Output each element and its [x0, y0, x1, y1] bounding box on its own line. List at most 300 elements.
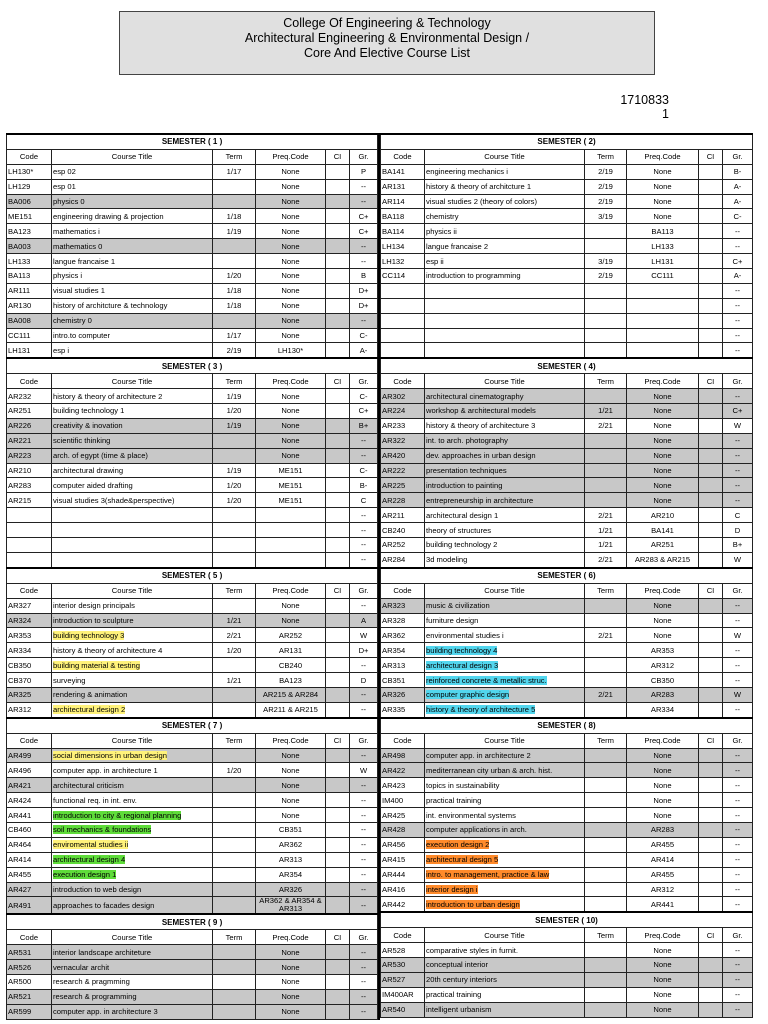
column-header-row — [7, 733, 378, 748]
column-header-ci: CI — [326, 733, 350, 748]
course-row — [7, 658, 378, 673]
column-header-code: Code — [7, 374, 52, 389]
course-ci — [326, 598, 350, 613]
column-header-row — [381, 583, 753, 598]
course-row — [381, 778, 753, 793]
course-ci — [326, 179, 350, 194]
course-grade: D — [350, 673, 378, 688]
title-line-3: Core And Elective Course List — [303, 46, 471, 60]
semester-title: SEMESTER ( 6) — [381, 568, 753, 583]
course-grade: -- — [723, 943, 753, 958]
course-ci — [326, 463, 350, 478]
course-ci — [699, 313, 723, 328]
course-ci — [699, 209, 723, 224]
course-ci — [326, 404, 350, 419]
course-prereq: AR414 — [627, 852, 699, 867]
course-prereq: None — [627, 778, 699, 793]
column-header-title: Course Title — [52, 733, 213, 748]
course-title: introduction to web design — [52, 882, 213, 897]
course-code: AR441 — [7, 808, 52, 823]
course-title: visual studies 1 — [52, 283, 213, 298]
course-term — [213, 822, 256, 837]
course-ci — [326, 867, 350, 882]
document-title-box — [119, 11, 655, 75]
course-grade: -- — [723, 328, 753, 343]
course-prereq: AR211 & AR215 — [256, 702, 326, 717]
course-prereq: None — [256, 269, 326, 284]
course-title: furniture design — [425, 613, 585, 628]
course-row — [7, 598, 378, 613]
course-code: AR540 — [381, 1002, 425, 1017]
course-ci — [326, 687, 350, 702]
course-prereq: None — [256, 960, 326, 975]
course-prereq — [256, 538, 326, 553]
course-grade: -- — [350, 658, 378, 673]
course-code: AR222 — [381, 463, 425, 478]
course-title — [52, 822, 213, 837]
course-term: 2/19 — [585, 164, 627, 179]
course-grade: -- — [723, 793, 753, 808]
course-ci — [326, 254, 350, 269]
course-title: history & theory of architecture 2 — [52, 389, 213, 404]
course-grade: -- — [350, 822, 378, 837]
course-prereq: None — [256, 974, 326, 989]
course-prereq: None — [256, 945, 326, 960]
course-prereq — [256, 508, 326, 523]
course-title: langue francaise 1 — [52, 254, 213, 269]
course-row — [381, 613, 753, 628]
course-term — [213, 179, 256, 194]
course-code: AR283 — [7, 478, 52, 493]
course-ci — [326, 328, 350, 343]
course-title-highlight: reinforced concrete & metallic struc. — [426, 675, 547, 685]
course-ci — [699, 298, 723, 313]
course-code: AR415 — [381, 852, 425, 867]
course-code: AR428 — [381, 822, 425, 837]
course-prereq: None — [627, 418, 699, 433]
course-term — [213, 945, 256, 960]
course-term — [213, 793, 256, 808]
course-term — [213, 702, 256, 717]
semester-header — [381, 912, 753, 927]
course-prereq: None — [256, 808, 326, 823]
course-title-highlight: execution design 2 — [426, 840, 490, 850]
course-grade: C+ — [723, 254, 753, 269]
course-grade: -- — [723, 224, 753, 239]
course-row — [381, 628, 753, 643]
column-header-code: Code — [7, 149, 52, 164]
course-grade: -- — [723, 852, 753, 867]
course-code: AR328 — [381, 613, 425, 628]
course-prereq: AR251 — [627, 538, 699, 553]
course-prereq: None — [256, 209, 326, 224]
course-grade: -- — [723, 433, 753, 448]
column-header-term: Term — [213, 733, 256, 748]
course-term — [585, 493, 627, 508]
course-row — [7, 418, 378, 433]
course-prereq: CC111 — [627, 269, 699, 284]
column-header-title: Course Title — [425, 733, 585, 748]
course-title: computer app. in architecture 2 — [425, 748, 585, 763]
course-grade: -- — [723, 987, 753, 1002]
course-term: 2/21 — [585, 552, 627, 567]
course-row — [7, 254, 378, 269]
course-code: AR416 — [381, 882, 425, 897]
course-ci — [326, 283, 350, 298]
column-header-term: Term — [585, 374, 627, 389]
course-ci — [699, 972, 723, 987]
course-grade: -- — [350, 523, 378, 538]
course-ci — [326, 613, 350, 628]
course-code: AR326 — [381, 687, 425, 702]
course-grade: -- — [350, 702, 378, 717]
course-term: 1/18 — [213, 283, 256, 298]
course-grade: -- — [723, 837, 753, 852]
course-row — [381, 882, 753, 897]
course-ci — [699, 224, 723, 239]
course-row — [381, 763, 753, 778]
course-grade: -- — [350, 793, 378, 808]
course-title: int. environmental systems — [425, 808, 585, 823]
course-row — [381, 209, 753, 224]
course-code: AR211 — [381, 508, 425, 523]
course-prereq: None — [627, 194, 699, 209]
course-ci — [326, 538, 350, 553]
course-code: AR327 — [7, 598, 52, 613]
course-row — [381, 748, 753, 763]
course-prereq: AR283 & AR215 — [627, 552, 699, 567]
course-prereq: LH131 — [627, 254, 699, 269]
course-ci — [326, 1004, 350, 1019]
course-title-highlight: social dimensions in urban design — [53, 750, 167, 760]
course-row — [7, 389, 378, 404]
course-term — [213, 748, 256, 763]
course-prereq: None — [627, 389, 699, 404]
course-prereq: None — [256, 763, 326, 778]
column-header-ci: CI — [699, 374, 723, 389]
course-grade: -- — [723, 763, 753, 778]
course-grade: A- — [723, 194, 753, 209]
course-prereq: None — [256, 179, 326, 194]
course-grade: -- — [350, 194, 378, 209]
course-code: AR421 — [7, 778, 52, 793]
course-row — [381, 328, 753, 343]
course-prereq: None — [256, 433, 326, 448]
course-row — [7, 1004, 378, 1019]
course-prereq: None — [256, 1004, 326, 1019]
course-term — [213, 313, 256, 328]
course-ci — [699, 793, 723, 808]
course-title: theory of structures — [425, 523, 585, 538]
course-code: AR302 — [381, 389, 425, 404]
course-ci — [326, 808, 350, 823]
course-grade: -- — [350, 448, 378, 463]
course-ci — [699, 194, 723, 209]
column-header-code: Code — [7, 583, 52, 598]
course-row — [7, 224, 378, 239]
column-header-title: Course Title — [425, 583, 585, 598]
semester-header — [7, 358, 378, 373]
course-code: AR599 — [7, 1004, 52, 1019]
course-code: LH130* — [7, 164, 52, 179]
course-title: mathematics i — [52, 224, 213, 239]
course-prereq: AR283 — [627, 822, 699, 837]
course-ci — [326, 224, 350, 239]
course-grade: -- — [350, 974, 378, 989]
course-ci — [326, 763, 350, 778]
course-code: CB351 — [381, 673, 425, 688]
course-ci — [326, 989, 350, 1004]
column-header-row — [7, 583, 378, 598]
course-term — [213, 239, 256, 254]
column-header-ci: CI — [326, 583, 350, 598]
column-header-grade: Gr. — [350, 930, 378, 945]
course-term — [585, 852, 627, 867]
course-code: AR455 — [7, 867, 52, 882]
course-code: LH134 — [381, 239, 425, 254]
course-grade: B- — [723, 164, 753, 179]
course-term: 1/18 — [213, 298, 256, 313]
course-row — [381, 808, 753, 823]
column-header-grade: Gr. — [723, 374, 753, 389]
course-grade: -- — [350, 882, 378, 897]
course-term — [213, 254, 256, 269]
course-term: 1/20 — [213, 643, 256, 658]
course-ci — [699, 943, 723, 958]
course-grade: C+ — [723, 404, 753, 419]
course-ci — [326, 974, 350, 989]
course-row — [7, 822, 378, 837]
course-term — [213, 433, 256, 448]
column-header-grade: Gr. — [723, 733, 753, 748]
course-row — [7, 793, 378, 808]
course-ci — [326, 389, 350, 404]
course-title: history of architcture & technology — [52, 298, 213, 313]
course-prereq — [627, 313, 699, 328]
course-term — [213, 960, 256, 975]
course-title — [425, 283, 585, 298]
course-grade: A- — [723, 179, 753, 194]
course-grade: W — [723, 418, 753, 433]
course-prereq: None — [627, 478, 699, 493]
course-term: 1/20 — [213, 493, 256, 508]
course-row — [381, 687, 753, 702]
column-header-row — [381, 733, 753, 748]
course-code: AR444 — [381, 867, 425, 882]
course-row — [7, 867, 378, 882]
course-term — [585, 943, 627, 958]
semester-header — [7, 568, 378, 583]
title-line-1: College Of Engineering & Technology — [283, 16, 491, 30]
course-code: AR284 — [381, 552, 425, 567]
course-grade: -- — [350, 552, 378, 567]
course-prereq: AR455 — [627, 867, 699, 882]
course-term — [213, 1004, 256, 1019]
course-term — [213, 808, 256, 823]
course-prereq: AR252 — [256, 628, 326, 643]
course-row — [7, 643, 378, 658]
course-ci — [326, 493, 350, 508]
course-prereq: BA113 — [627, 224, 699, 239]
course-ci — [699, 837, 723, 852]
course-prereq: None — [627, 763, 699, 778]
course-row — [7, 882, 378, 897]
course-title: intelligent urbanism — [425, 1002, 585, 1017]
course-term — [213, 687, 256, 702]
course-code — [381, 283, 425, 298]
course-title: int. to arch. photography — [425, 433, 585, 448]
course-grade: -- — [350, 433, 378, 448]
course-grade: C+ — [350, 404, 378, 419]
course-title-highlight: history & theory of architecture 5 — [426, 705, 536, 715]
column-header-ci: CI — [326, 374, 350, 389]
column-header-prereq: Preq.Code — [627, 583, 699, 598]
column-header-grade: Gr. — [350, 149, 378, 164]
course-ci — [699, 418, 723, 433]
course-code: AR224 — [381, 404, 425, 419]
course-ci — [699, 254, 723, 269]
course-title — [425, 702, 585, 717]
course-row — [7, 613, 378, 628]
course-ci — [699, 239, 723, 254]
course-row — [7, 808, 378, 823]
course-ci — [699, 463, 723, 478]
column-header-row — [7, 930, 378, 945]
course-term — [585, 658, 627, 673]
course-term — [213, 897, 256, 915]
course-code: CB350 — [7, 658, 52, 673]
course-term — [585, 463, 627, 478]
column-header-prereq: Preq.Code — [256, 930, 326, 945]
course-grade: -- — [723, 808, 753, 823]
course-prereq: None — [627, 1002, 699, 1017]
course-title — [425, 658, 585, 673]
course-title — [52, 552, 213, 567]
course-prereq: ME151 — [256, 478, 326, 493]
course-title: approaches to facades design — [52, 897, 213, 915]
course-grade: D+ — [350, 283, 378, 298]
course-prereq: None — [256, 989, 326, 1004]
course-row — [7, 313, 378, 328]
course-term: 1/18 — [213, 209, 256, 224]
course-code: AR323 — [381, 598, 425, 613]
course-code: AR322 — [381, 433, 425, 448]
course-grade: A- — [350, 343, 378, 358]
course-prereq: None — [627, 748, 699, 763]
course-code: AR111 — [7, 283, 52, 298]
course-row — [381, 283, 753, 298]
course-prereq: None — [256, 748, 326, 763]
course-grade: W — [723, 628, 753, 643]
course-ci — [326, 209, 350, 224]
course-row — [381, 493, 753, 508]
course-prereq — [627, 298, 699, 313]
course-row — [381, 343, 753, 358]
course-ci — [699, 328, 723, 343]
course-grade: -- — [723, 778, 753, 793]
course-code — [381, 298, 425, 313]
column-header-code: Code — [7, 930, 52, 945]
course-title: visual studies 2 (theory of colors) — [425, 194, 585, 209]
course-row — [7, 945, 378, 960]
course-term: 2/19 — [585, 179, 627, 194]
course-prereq — [256, 552, 326, 567]
course-row — [7, 269, 378, 284]
course-title-highlight: building technology 4 — [426, 645, 498, 655]
course-prereq: None — [256, 418, 326, 433]
course-ci — [699, 552, 723, 567]
course-code: AR424 — [7, 793, 52, 808]
course-row — [7, 778, 378, 793]
course-prereq: AR353 — [627, 643, 699, 658]
semester-header — [381, 134, 753, 149]
course-title: presentation techniques — [425, 463, 585, 478]
course-title: creativity & inovation — [52, 418, 213, 433]
course-term — [213, 448, 256, 463]
course-title: vernacular archit — [52, 960, 213, 975]
course-code: CC114 — [381, 269, 425, 284]
column-header-term: Term — [213, 374, 256, 389]
course-term: 1/17 — [213, 328, 256, 343]
course-term — [585, 239, 627, 254]
course-row — [381, 598, 753, 613]
course-code: AR210 — [7, 463, 52, 478]
course-code: IM400AR — [381, 987, 425, 1002]
course-code: AR233 — [381, 418, 425, 433]
course-ci — [326, 164, 350, 179]
course-prereq: None — [256, 613, 326, 628]
course-term: 1/19 — [213, 463, 256, 478]
semester-title: SEMESTER ( 4) — [381, 358, 753, 373]
course-term — [585, 957, 627, 972]
column-header-ci: CI — [326, 149, 350, 164]
course-term — [585, 882, 627, 897]
course-code: BA114 — [381, 224, 425, 239]
course-term: 1/21 — [585, 404, 627, 419]
course-title: engineering drawing & projection — [52, 209, 213, 224]
course-term — [585, 778, 627, 793]
semester-header — [381, 718, 753, 733]
course-title: history & theory of architecture 3 — [425, 418, 585, 433]
course-code: AR252 — [381, 538, 425, 553]
course-title — [425, 882, 585, 897]
semester-title: SEMESTER ( 5 ) — [7, 568, 378, 583]
course-row — [7, 463, 378, 478]
left-course-table — [6, 133, 378, 1020]
course-title: building technology 2 — [425, 538, 585, 553]
course-row — [381, 478, 753, 493]
course-row — [7, 960, 378, 975]
course-grade: C — [350, 493, 378, 508]
course-term: 2/21 — [585, 418, 627, 433]
course-row — [381, 822, 753, 837]
course-term: 2/21 — [213, 628, 256, 643]
course-row — [381, 179, 753, 194]
course-ci — [699, 523, 723, 538]
course-row — [381, 254, 753, 269]
course-term — [213, 778, 256, 793]
course-row — [381, 239, 753, 254]
course-term — [585, 822, 627, 837]
course-row — [381, 552, 753, 567]
course-ci — [326, 239, 350, 254]
course-ci — [326, 269, 350, 284]
course-term — [213, 552, 256, 567]
course-grade: -- — [350, 254, 378, 269]
course-prereq: None — [627, 404, 699, 419]
column-header-grade: Gr. — [723, 583, 753, 598]
course-code: AR423 — [381, 778, 425, 793]
